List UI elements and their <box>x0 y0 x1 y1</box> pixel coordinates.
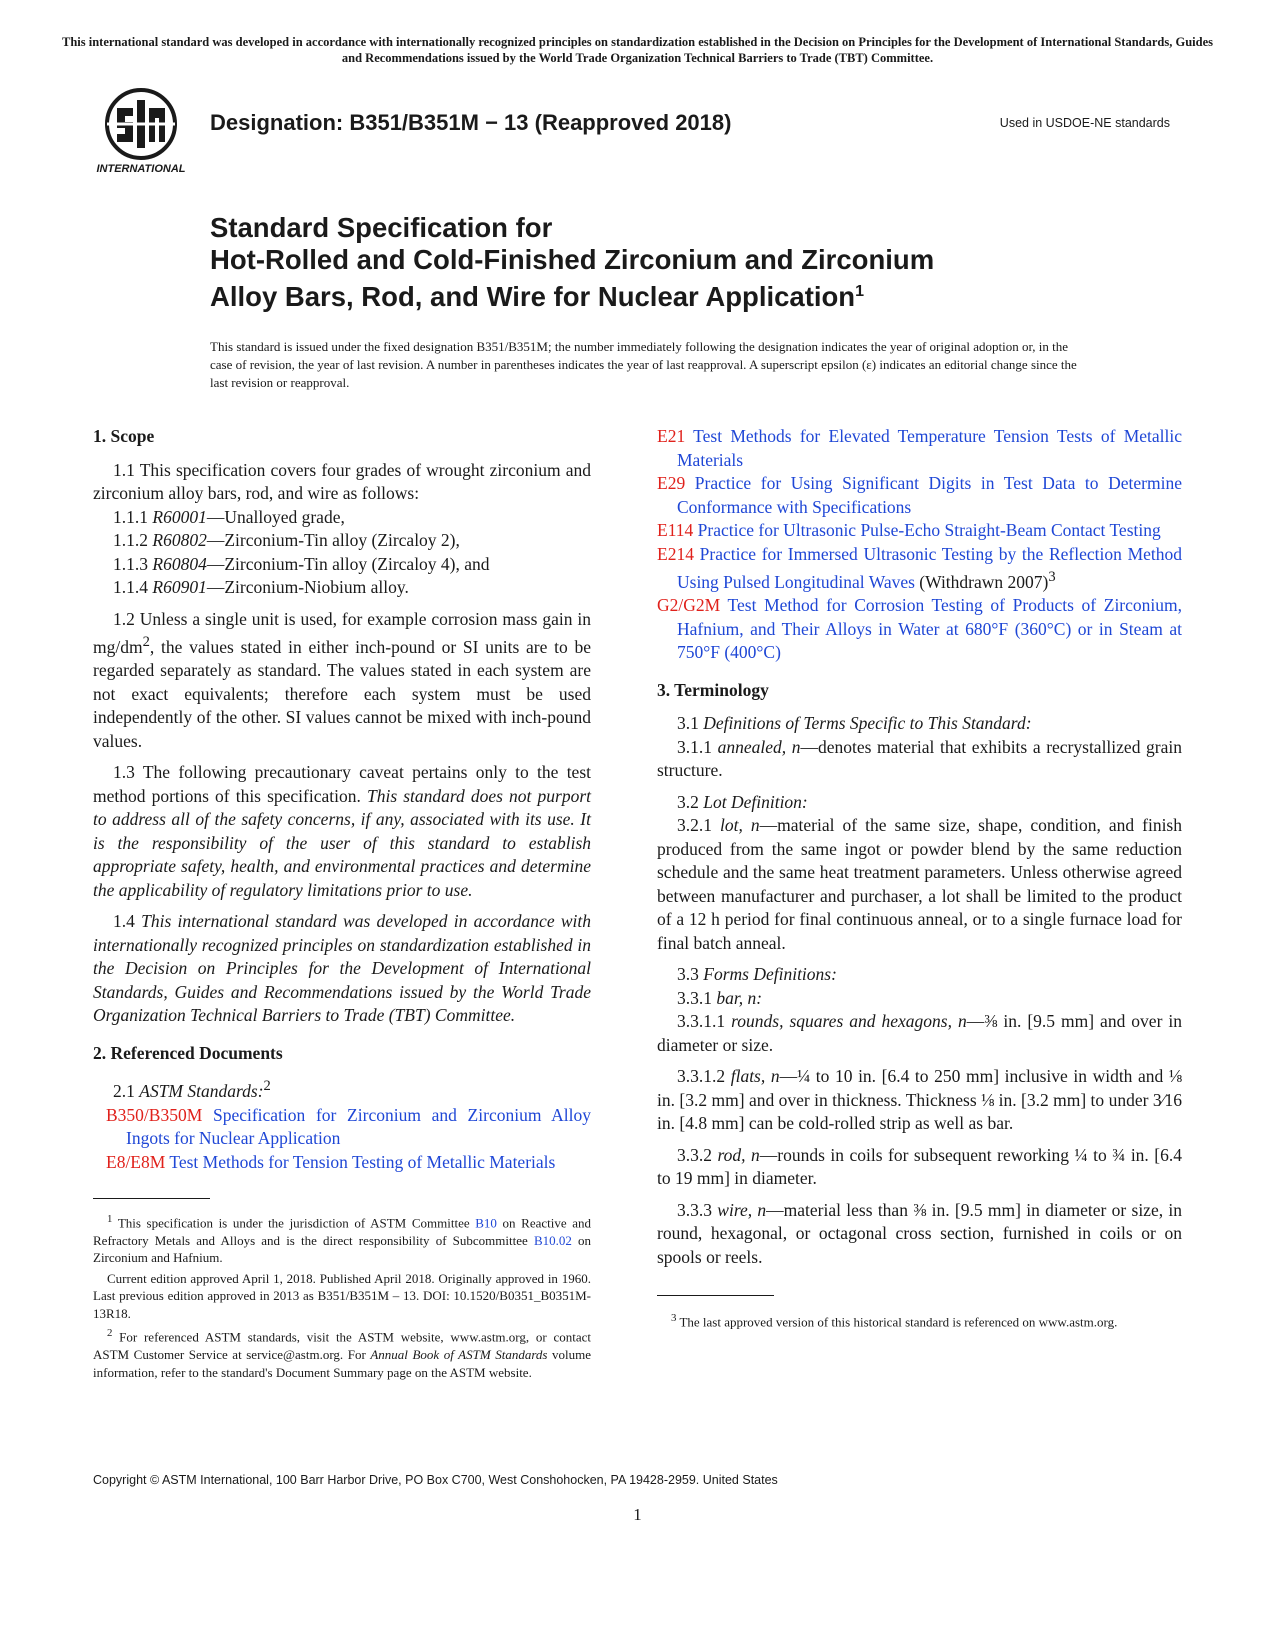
para-3-3: 3.3 Forms Definitions: <box>677 964 837 985</box>
b10-link[interactable]: B10 <box>475 1215 497 1231</box>
issued-note: This standard is issued under the fixed designation B351/B351M; the number immediately following the designation indicates the year of original adoption or, in the case of revision, the year of last revision. A number in parentheses indicates the year of last reapproval. A superscript epsilon (ε) indicates an editorial change since the last revision or reapproval. <box>210 339 1077 390</box>
used-in-note: Used in USDOE-NE standards <box>999 116 1170 130</box>
para-3-3-3: 3.3.3 wire, n—material less than ⅜ in. [9.5 mm] in diameter or size, in round, hexagonal, or octagonal cross section, furnished in coils or on spools or reels. <box>657 1199 1182 1267</box>
footnote-1: $^1$ This specification is under the jurisdiction of ASTM Committee B10 on Reactive and Refractory Metals and Alloys and is the direct responsibility of Subcommittee B10.02 on Zirconium and Hafnium. <box>93 1213 592 1266</box>
reference-item[interactable]: E114 Practice for Ultrasonic Pulse-Echo Straight-Beam Contact Testing <box>657 520 1161 540</box>
para-3-3-1: 3.3.1 bar, n: <box>677 987 763 1008</box>
reference-item[interactable]: E21 Test Methods for Elevated Temperature Tension Tests of Metallic Materials <box>657 426 1182 470</box>
para-1-4: 1.4 This international standard was developed in accordance with internationally recognized principles on standardization established in the Decision on Principles for the Development of International Standards, Guides and Recommendations issued by the World Trade Organization Technical Barriers to Trade (TBT) Committee. <box>93 911 592 1026</box>
list-item: 1.1.2 R60802—Zirconium-Tin alloy (Zircaloy 2), <box>113 530 460 550</box>
copyright: Copyright © ASTM International, 100 Barr Harbor Drive, PO Box C700, West Conshohocken, PA 19428-2959. United States <box>93 1473 778 1487</box>
para-3-2-1: 3.2.1 lot, n—material of the same size, shape, condition, and finish produced from the same ingot or powder blend by the same reduction schedule and the same heat treatment parameters. Unless otherwise agreed between manufacturer and purchaser, a lot shall be limited to the product of a 12 h period for final continuous anneal, or to a single furnace load for final batch anneal. <box>657 815 1182 953</box>
reference-item[interactable]: G2/G2M Test Method for Corrosion Testing of Products of Zirconium, Hafnium, and Their Alloys in Water at 680°F (360°C) or in Steam at 750°F (400°C) <box>657 595 1182 663</box>
para-3-1-1: 3.1.1 annealed, n—denotes material that exhibits a recrystallized grain structure. <box>657 736 1182 781</box>
reference-item[interactable]: B350/B350M Specification for Zirconium and Zirconium Alloy Ingots for Nuclear Application <box>106 1104 592 1149</box>
para-1-3: 1.3 The following precautionary caveat pertains only to the test method portions of this specification. This standard does not purport to address all of the safety concerns, if any, associated with its use. It is the responsibility of the user of this standard to establish appropriate safety, health, and environmental practices and determine the applicability of regulatory limitations prior to use. <box>93 762 591 900</box>
para-2-1: 2.1 ASTM Standards:$^2$ <box>113 1078 271 1102</box>
section-2-heading: 2. Referenced Documents <box>93 1042 283 1063</box>
footnotes-right <box>657 1310 1182 1331</box>
para-3-3-1-2: 3.3.1.2 flats, n—¼ to 10 in. [6.4 to 250 mm] inclusive in width and ⅛ in. [3.2 mm] and over in thickness. Thickness ⅛ in. [3.2 mm] to under 3⁄16 in. [4.8 mm] can be cold-rolled strip as well as bar. <box>657 1066 1182 1134</box>
reference-item[interactable]: E29 Practice for Using Significant Digits in Test Data to Determine Conformance with Specifications <box>657 473 1182 517</box>
list-item: 1.1.4 R60901—Zirconium-Niobium alloy. <box>113 577 409 597</box>
logo-text: INTERNATIONAL <box>96 163 186 175</box>
title-line-1: Standard Specification for <box>210 212 553 243</box>
right-column <box>657 425 1182 1334</box>
section-1-heading: 1. Scope <box>93 426 155 446</box>
designation: Designation: B351/B351M − 13 (Reapproved 2018) <box>210 110 732 135</box>
footnote-2: $^2$ For referenced ASTM standards, visit the ASTM website, www.astm.org, or contact ASTM Customer Service at service@astm.org. For Annual Book of ASTM Standards volume information, refer to the standard's Document Summary page on the ASTM website. <box>93 1327 592 1380</box>
list-item: 1.1.3 R60804—Zirconium-Tin alloy (Zircaloy 4), and <box>113 553 490 574</box>
para-3-1: 3.1 Definitions of Terms Specific to This Standard: <box>677 713 1032 734</box>
page-number: 1 <box>633 1505 642 1524</box>
title-line-2: Hot-Rolled and Cold-Finished Zirconium and Zirconium <box>210 244 935 275</box>
para-3-2: 3.2 Lot Definition: <box>677 791 808 812</box>
para-1-2: 1.2 Unless a single unit is used, for example corrosion mass gain in $mg/dm^2$, the values stated in either inch-pound or SI units are to be regarded separately as standard. The values stated in each system are not exact equivalents; therefore each system must be used independently of the other. SI values cannot be mixed with inch-pound values. <box>93 608 591 751</box>
para-3-3-2: 3.3.2 rod, n—rounds in coils for subsequent reworking ¼ to ¾ in. [6.4 to 19 mm] in diameter. <box>657 1144 1182 1189</box>
astm-logo <box>93 86 189 176</box>
section-3-heading: 3. Terminology <box>657 679 769 700</box>
footnote-1-edition: Current edition approved April 1, 2018. Published April 2018. Originally approved in 1960. Last previous edition approved in 2013 as B351/B351M – 13. DOI: 10.1520/B0351_B0351M-13R18. <box>93 1270 591 1321</box>
footnote-3: $^3$ The last approved version of this historical standard is referenced on www.astm.org. <box>671 1312 1118 1330</box>
wto-notice: This international standard was developed in accordance with internationally recognized principles on standardization established in the Decision on Principles for the Development of International Standards, Guides and Recommendations issued by the World Trade Organization Technical Barriers to Trade (TBT) Committee. <box>62 35 1213 65</box>
para-3-3-1-1: 3.3.1.1 rounds, squares and hexagons, n—⅜ in. [9.5 mm] and over in diameter or size. <box>657 1011 1183 1055</box>
reference-item[interactable]: E8/E8M Test Methods for Tension Testing of Metallic Materials <box>106 1151 556 1172</box>
document-title <box>210 212 934 313</box>
footnote-rule <box>93 1198 210 1199</box>
title-line-3: Alloy Bars, Rod, and Wire for Nuclear Application$^1$ <box>210 281 864 313</box>
reference-item[interactable]: E214 Practice for Immersed Ultrasonic Testing by the Reflection Method Using Pulsed Longitudinal Waves (Withdrawn 2007)$^3$ <box>657 543 1183 592</box>
para-1-1: 1.1 This specification covers four grades of wrought zirconium and zirconium alloy bars, rod, and wire as follows: <box>93 459 591 503</box>
list-item: 1.1.1 R60001—Unalloyed grade, <box>113 506 345 527</box>
b10-02-link[interactable]: B10.02 <box>533 1232 572 1248</box>
left-column <box>93 425 591 1384</box>
footnotes-left <box>93 1211 591 1381</box>
footnote-rule <box>657 1295 774 1296</box>
